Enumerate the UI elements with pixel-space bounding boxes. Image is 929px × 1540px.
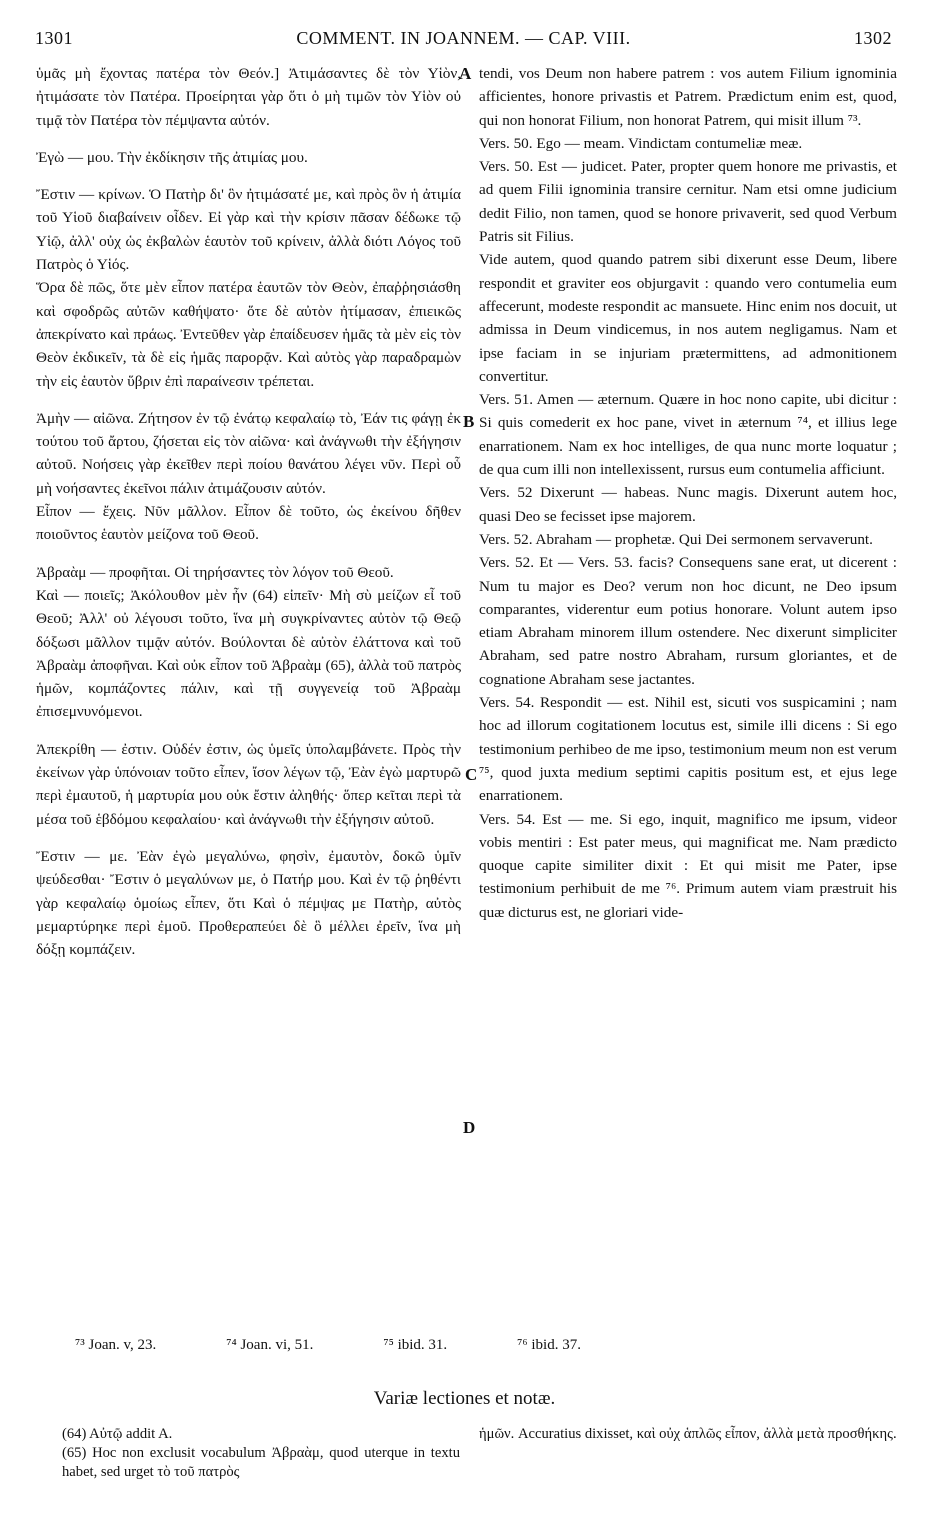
margin-marker-b: B (463, 412, 475, 431)
latin-text-column (479, 62, 897, 924)
latin-paragraph: Vers. 52 Dixerunt — habeas. Nunc magis. Dixerunt autem hoc, quasi Deo se fecisset ipse majorem. (479, 484, 897, 525)
latin-paragraph: tendi, vos Deum non habere patrem : vos autem Filium ignominia afficientes, honore privastis et Patrem. Prædictum enim est, quod, qui non honorat Filium, non honorat Patrem, qui misit illum ⁷³. (479, 65, 897, 129)
latin-paragraph: Vers. 52. Et — Vers. 53. facis? Consequens sane erat, ut dicerent : Num tu major es Deo? verum non hoc dicunt, ne Deo ipsum comparantes, viderentur eum potius honorare. Volunt autem ipso etiam Abraham minorem illum ostendere. Nec dixerunt simpliciter Abraham, sed patre nostro Abraham, rursum gloriantes, et de cognatione Abraham sese jactantes. (479, 554, 897, 688)
page-title: COMMENT. IN JOANNEM. — CAP. VIII. (296, 28, 631, 48)
footnote: ⁷⁴ Joan. vi, 51. (226, 1337, 314, 1353)
greek-paragraph: Ἐγὼ — μου. Τὴν ἐκδίκησιν τῆς ἀτιμίας μου. (36, 148, 308, 166)
greek-text-column (36, 62, 461, 961)
footnotes (75, 1337, 899, 1354)
greek-paragraph: Ἀπεκρίθη — ἐστιν. Οὐδέν ἐστιν, ὡς ὑμεῖς ὑπολαμβάνετε. Πρὸς τὴν ἐκείνων γὰρ ὑπόνοιαν τοῦτο εἶπεν, ἴσον λέγων τῷ, Ἐὰν ἐγὼ μαρτυρῶ περὶ ἐμαυτοῦ, ἡ μαρτυρία μου οὐκ ἔστιν ἀληθής· ὅπερ κεῖται περὶ τὰ μέσα τοῦ ἑβδόμου κεφαλαίου· καὶ ἀνάγνωθι τὴν ἐξήγησιν αὐτοῦ. (36, 740, 461, 828)
page-number-left: 1301 (35, 28, 73, 48)
variants-left-column (62, 1425, 460, 1482)
latin-paragraph: Vers. 54. Respondit — est. Nihil est, sicuti vos suspicamini ; nam hoc ad illorum cogitationem locutus est, simile illi dicens : Si ego testimonium perhibeo de me ipso, testimonium meum non est verum ⁷⁵, quod juxta medium septimi capitis positum est, et ejus lege enarrationem. (479, 694, 897, 805)
margin-marker-d: D (463, 1118, 476, 1137)
variant-note: ἡμῶν. Accuratius dixisset, καὶ οὐχ ἁπλῶς εἶπον, ἀλλὰ μετὰ προσθήκης. (479, 1426, 897, 1442)
greek-paragraph: ὑμᾶς μὴ ἔχοντας πατέρα τὸν Θεόν.] Ἀτιμάσαντες δὲ τὸν Υἱὸν, ἠτιμάσατε τὸν Πατέρα. Προείρηται γὰρ ὅτι ὁ μὴ τιμῶν τὸν Υἱὸν οὐ τιμᾷ τὸν Πατέρα τὸν πέμψαντα αὐτόν. (36, 65, 461, 129)
latin-paragraph: Vers. 54. Est — me. Si ego, inquit, magnifico me ipsum, videor vobis mentiri : Est pater meus, qui magnificat me. Nam prædicto quoque capite similiter dixit : Et qui misit me Pater, ipse testimonium perhibuit de me ⁷⁶. Primum autem viam præstruit his quæ dicturus est, ne gloriari vide- (479, 810, 897, 921)
variants-right-column (479, 1425, 897, 1444)
greek-paragraph: Ὅρα δὲ πῶς, ὅτε μὲν εἶπον πατέρα ἑαυτῶν τὸν Θεὸν, ἐπαῤῥησιάσθη καὶ σφοδρῶς αὐτῶν καθήψατο· ὅτε δὲ αὐτὸν ἠτίμασαν, ἐπιεικῶς ἀπεκρίνατο καὶ πράως. Ἐντεῦθεν γὰρ ἐπαίδευσεν ἡμᾶς τὰ μὲν εἰς τὸν Θεὸν ἐκδικεῖν, τὰ δὲ εἰς ἡμᾶς παρορᾷν. Καὶ αὐτὸς γὰρ παραδραμὼν τὴν εἰς ἑαυτὸν ὕβριν ἐπὶ παραίνεσιν τρέπεται. (36, 279, 461, 390)
greek-paragraph: Καὶ — ποιεῖς; Ἀκόλουθον μὲν ἦν (64) εἰπεῖν· Μὴ σὺ μείζων εἶ τοῦ Θεοῦ; Ἀλλ' οὐ λέγουσι τοῦτο, ἵνα μὴ συγκρίναντες αὐτὸν τῷ Θεῷ δόξωσι μᾶλλον τιμᾷν αὐτόν. Βούλονται δὲ αὐτὸν ἐλάττονα καὶ τοῦ Ἀβραὰμ ἀποφῆναι. Καὶ οὐκ εἶπον τοῦ Ἀβραὰμ (65), ἀλλὰ τοῦ πατρὸς ἡμῶν, κομπάζοντες πάλιν, καὶ τῇ συγγενείᾳ τοῦ Ἀβραὰμ ἐπισεμνυνόμενοι. (36, 586, 461, 721)
variants-title: Variæ lectiones et notæ. (373, 1388, 556, 1409)
greek-paragraph: Ἔστιν — κρίνων. Ὁ Πατὴρ δι' ὃν ἠτιμάσατέ με, καὶ πρὸς ὃν ἡ ἀτιμία τοῦ Υἱοῦ διαβαίνειν οἶδεν. Εἰ γὰρ καὶ τὴν κρίσιν πᾶσαν δέδωκε τῷ Υἱῷ, ἀλλ' οὐχ ὡς ἐκβαλὼν ἑαυτὸν τοῦ κρίνειν, ἀλλὰ διότι Λόγος τοῦ Πατρὸς ὁ Υἱός. (36, 186, 461, 274)
latin-paragraph: Vers. 52. Abraham — prophetæ. Qui Dei sermonem servaverunt. (479, 530, 873, 548)
latin-paragraph: Vers. 51. Amen — æternum. Quære in hoc nono capite, ubi dicitur : Si quis comederit ex hoc pane, vivet in æternum ⁷⁴, et illius lege enarrationem. Nam ex hoc intelliges, de qua nunc morte loquatur ; de qua cum illi non intellexissent, rursus eum contumelia afficiunt. (479, 391, 897, 479)
footnote: ⁷⁵ ibid. 31. (383, 1337, 448, 1353)
latin-paragraph: Vers. 50. Ego — meam. Vindictam contumeliæ meæ. (479, 134, 803, 152)
greek-paragraph: Ἀμὴν — αἰῶνα. Ζήτησον ἐν τῷ ἐνάτῳ κεφαλαίῳ τὸ, Ἐάν τις φάγῃ ἐκ τούτου τοῦ ἄρτου, ζήσεται εἰς τὸν αἰῶνα· καὶ ἀνάγνωθι τὴν ἐξήγησιν αὐτοῦ. Νοήσεις γὰρ ἐκεῖθεν περὶ ποίου θανάτου λέγει νῦν. Περὶ οὗ μὴ νοήσαντες ἐκεῖνοι πάλιν ἀτιμάζουσιν αὐτόν. (36, 409, 461, 497)
running-head (35, 28, 892, 54)
latin-paragraph: Vide autem, quod quando patrem sibi dixerunt esse Deum, libere respondit et graviter eos objurgavit : quando vero contumelia eum affecerunt, modeste respondit ac mansuete. Hinc enim nos docuit, ut admissa in Deum vindicemus, in nos autem negligamus. Nam et ipse faciam in se injuriam prætermittens, ad admonitionem convertitur. (479, 251, 897, 385)
page-number-right: 1302 (854, 28, 892, 48)
footnote: ⁷³ Joan. v, 23. (75, 1337, 157, 1353)
latin-paragraph: Vers. 50. Est — judicet. Pater, propter quem honore me privastis, et ad quem Filii ignominia transire cernitur. Nam etsi omne judicium dedit Filio, non tamen, quod se honore privaverit, sed quod Verbum Patris sit Filius. (479, 158, 897, 246)
margin-marker-a: A (459, 64, 472, 83)
greek-paragraph: Ἀβραὰμ — προφῆται. Οἱ τηρήσαντες τὸν λόγον τοῦ Θεοῦ. (36, 563, 394, 581)
variant-note: (65) Hoc non exclusit vocabulum Ἀβραὰμ, quod uterque in textu habet, sed urget τὸ τοῦ πατρὸς (62, 1445, 460, 1480)
greek-paragraph: Ἔστιν — με. Ἐὰν ἐγὼ μεγαλύνω, φησὶν, ἐμαυτὸν, δοκῶ ὑμῖν ψεύδεσθαι· Ἔστιν ὁ μεγαλύνων με, ὁ Πατήρ μου. Καὶ ἐν τῷ ῥηθέντι γὰρ κεφαλαίῳ ὁμοίως εἶπεν, ὅτι Καὶ ὁ πέμψας με Πατὴρ, αὐτὸς μεμαρτύρηκε περὶ ἐμοῦ. Προθεραπεύει δὲ ὃ μέλλει ἐρεῖν, ἵνα μὴ δόξῃ κομπάζειν. (36, 847, 461, 959)
variant-note: (64) Αὐτῷ addit A. (62, 1426, 173, 1442)
footnote: ⁷⁶ ibid. 37. (517, 1337, 581, 1353)
greek-paragraph: Εἶπον — ἔχεις. Νῦν μᾶλλον. Εἶπον δὲ τοῦτο, ὡς ἐκείνου δῆθεν ποιοῦντος ἑαυτὸν μείζονα τοῦ Θεοῦ. (36, 503, 461, 544)
margin-marker-c: C (465, 765, 478, 784)
